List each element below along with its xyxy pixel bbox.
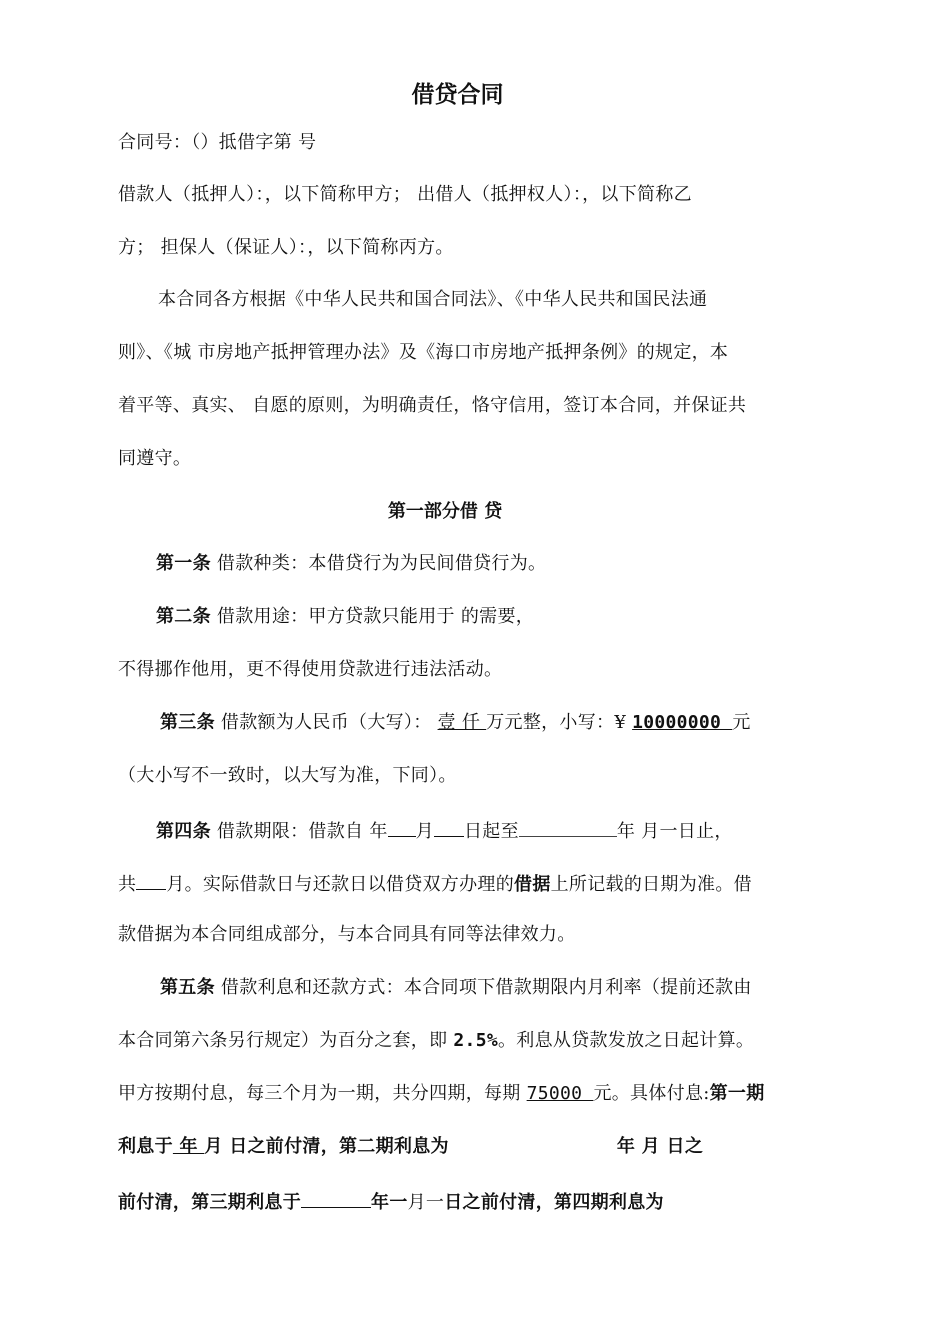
article-4-l2-bold: 借据 [514,874,551,895]
article-3-label: 第三条 [160,712,215,733]
document-title: 借贷合同 [411,82,504,108]
article-4-text-1: 借款期限：借款自 年 [210,821,388,842]
article-4-text-2: 月 [415,821,434,842]
preamble-line-3: 着平等、真实、 自愿的原则，为明确责任，恪守信用，签订本合同，并保证共 [118,395,747,416]
preamble-line-4: 同遵守。 [118,448,192,469]
article-4-l2b: 月。实际借款日与还款日以借贷双方办理的 [166,874,515,895]
article-5-label: 第五条 [160,977,215,998]
article-2-label: 第二条 [156,606,211,627]
article-5-l4c: 年 月 日之 [616,1136,704,1157]
contract-number: 合同号：（）抵借字第 号 [118,132,317,153]
article-2-line-2: 不得挪作他用，更不得使用贷款进行违法活动。 [118,659,503,680]
preamble-line-2: 则》、《城 市房地产抵押管理办法》及《海口市房地产抵押条例》的规定，本 [118,342,729,363]
article-5-l3-bold: 第一期 [709,1083,765,1104]
article-4 [156,817,733,844]
article-3-text-1: 借款额为人民币（大写）： [214,712,438,733]
monthly-rate: 2.5% [453,1030,498,1051]
per-period-amount: 75000 [526,1083,594,1104]
article-5-l2a: 本合同第六条另行规定）为百分之套，即 [118,1030,454,1051]
article-5-l3b: 元。具体付息: [593,1083,710,1104]
article-4-line-2 [118,870,752,897]
article-3-text-2: 万元整，小写：¥ [486,712,633,733]
article-5-l3a: 甲方按期付息，每三个月为一期，共分四期，每期 [118,1083,527,1104]
article-5-line-5 [118,1188,664,1215]
article-5-line-3 [118,1082,765,1106]
article-4-text-3: 日起至 [463,821,519,842]
article-1-text: 借款种类：本借贷行为为民间借贷行为。 [210,553,547,574]
first-period-year: 年 [172,1136,205,1157]
article-5-l2b: 。利息从贷款发放之日起计算。 [497,1030,755,1051]
end-date-blank [519,817,617,837]
article-5-l5e: 日之前付清，第四期利息为 [444,1192,664,1213]
article-5-l5b: ，第三期利息于 [172,1192,302,1213]
article-5-line-4 [118,1135,703,1159]
article-5-line-2 [118,1029,754,1053]
preamble-line-1: 本合同各方根据《中华人民共和国合同法》、《中华人民共和国民法通 [158,289,708,310]
article-4-l2c: 上所记载的日期为准。借 [550,874,752,895]
article-3 [160,711,751,735]
start-month-blank [388,817,416,837]
article-1-label: 第一条 [156,553,211,574]
article-2 [156,605,534,629]
article-5-l4a: 利息于 [118,1136,173,1157]
term-months-blank [136,870,166,890]
article-4-line-3: 款借据为本合同组成部分，与本合同具有同等法律效力。 [118,924,576,945]
article-5-l5d: 月一 [407,1192,445,1213]
amount-in-words: 壹 仟 [437,712,487,733]
article-3-line-2: （大小写不一致时，以大写为准，下同）。 [118,765,457,786]
article-4-l2a: 共 [118,874,137,895]
third-period-blank [301,1188,371,1208]
article-5-l5a: 前付清 [118,1192,173,1213]
parties-line-2: 方； 担保人（保证人）：，以下简称丙方。 [118,237,454,258]
article-4-text-4: 年 月一日止， [616,821,733,842]
section-heading: 第一部分借 贷 [387,501,503,522]
article-4-label: 第四条 [156,821,211,842]
article-5-l4b: 月 日之前付清，第二期利息为 [204,1136,449,1157]
article-5-l5c: 年一 [371,1192,408,1213]
article-3-text-3: 元 [732,712,751,733]
start-day-blank [434,817,464,837]
article-1 [156,552,546,576]
article-5 [160,976,752,1000]
article-5-line-1: 借款利息和还款方式：本合同项下借款期限内月利率（提前还款由 [214,977,752,998]
amount-in-digits: 10000000 [632,712,733,733]
article-2-text: 借款用途：甲方贷款只能用于 的需要， [210,606,535,627]
parties-line-1: 借款人（抵押人）：，以下简称甲方； 出借人（抵押权人）：，以下简称乙 [118,184,692,205]
